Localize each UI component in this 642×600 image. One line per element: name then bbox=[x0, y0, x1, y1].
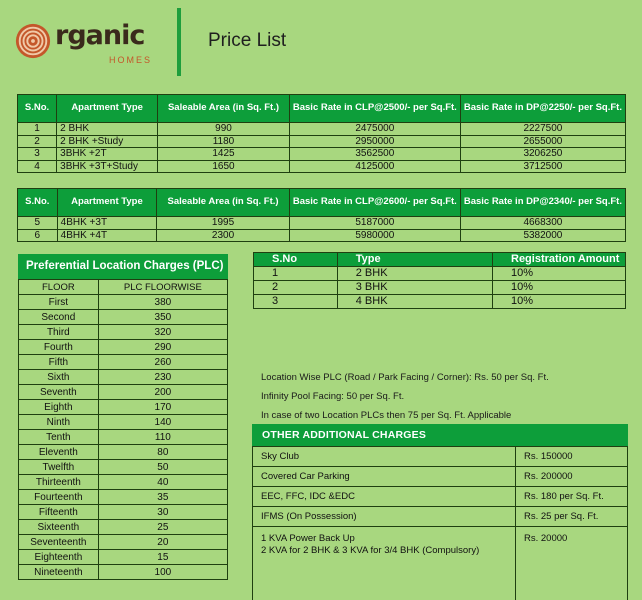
plc-value: 380 bbox=[98, 295, 227, 310]
other-charge-row bbox=[253, 527, 628, 600]
other-charge-label-line: IFMS (On Possession) bbox=[261, 510, 357, 522]
plc-floor: Fourteenth bbox=[19, 490, 99, 505]
price-table-2 bbox=[17, 188, 626, 242]
plc-floor: Fifth bbox=[19, 355, 99, 370]
registration-cell: 2 bbox=[254, 281, 338, 295]
plc-value: 80 bbox=[98, 445, 227, 460]
price-table-1-cell: 1650 bbox=[158, 160, 290, 173]
other-charge-label bbox=[253, 507, 516, 527]
page-title: Price List bbox=[208, 30, 287, 51]
registration-cell: 4 BHK bbox=[337, 295, 492, 309]
plc-floor: Seventeenth bbox=[19, 535, 99, 550]
other-charge-value: Rs. 20000 bbox=[516, 527, 628, 600]
plc-title: Preferential Location Charges (PLC) bbox=[18, 254, 228, 279]
registration-row bbox=[254, 281, 626, 295]
price-table-1-cell: 3562500 bbox=[289, 148, 460, 161]
other-charge-label-line: 2 KVA for 2 BHK & 3 KVA for 3/4 BHK (Compulsory) bbox=[261, 545, 480, 556]
other-charge-row bbox=[253, 467, 628, 487]
price-table-2-cell: 5382000 bbox=[460, 229, 625, 242]
plc-row bbox=[19, 430, 228, 445]
logo-subtitle: HOMES bbox=[109, 55, 153, 65]
price-table-1-cell: 1425 bbox=[158, 148, 290, 161]
plc-header-cell: PLC FLOORWISE bbox=[98, 280, 227, 295]
price-table-2-cell: 4BHK +4T bbox=[57, 229, 157, 242]
note-infinity-pool: Infinity Pool Facing: 50 per Sq. Ft. bbox=[261, 391, 405, 402]
price-table-1-cell: 990 bbox=[158, 123, 290, 136]
plc-value: 230 bbox=[98, 370, 227, 385]
registration-row bbox=[254, 295, 626, 309]
other-charge-value: Rs. 200000 bbox=[516, 467, 628, 487]
registration-cell: 10% bbox=[493, 281, 626, 295]
price-table-1-header-cell: Basic Rate in CLP@2500/- per Sq.Ft. bbox=[289, 95, 460, 123]
price-table-2-cell: 5980000 bbox=[289, 229, 460, 242]
price-table-1-cell: 4 bbox=[18, 160, 57, 173]
plc-row bbox=[19, 490, 228, 505]
price-table-2-cell: 1995 bbox=[157, 217, 290, 230]
other-charge-row bbox=[253, 447, 628, 467]
price-table-1-cell: 3 bbox=[18, 148, 57, 161]
price-table-1-cell: 4125000 bbox=[289, 160, 460, 173]
price-table-1-cell: 2 BHK +Study bbox=[57, 135, 158, 148]
other-charge-label-line: Covered Car Parking bbox=[261, 470, 350, 482]
other-charge-label-line: Sky Club bbox=[261, 450, 300, 462]
price-table-1-header-cell: Saleable Area (in Sq. Ft.) bbox=[158, 95, 290, 123]
price-table-2-row bbox=[18, 229, 626, 242]
registration-header-cell: Registration Amount bbox=[493, 253, 626, 267]
price-table-1-cell: 3BHK +3T+Study bbox=[57, 160, 158, 173]
plc-row bbox=[19, 370, 228, 385]
registration-cell: 1 bbox=[254, 267, 338, 281]
brand-logo bbox=[14, 20, 164, 68]
other-charge-label bbox=[253, 487, 516, 507]
registration-table-header bbox=[254, 253, 626, 267]
price-table-2-cell: 4668300 bbox=[460, 217, 625, 230]
plc-floor: Second bbox=[19, 310, 99, 325]
plc-floor: Sixth bbox=[19, 370, 99, 385]
registration-cell: 10% bbox=[493, 267, 626, 281]
plc-floor: Fourth bbox=[19, 340, 99, 355]
price-table-1-header-cell: Basic Rate in DP@2250/- per Sq.Ft. bbox=[460, 95, 625, 123]
plc-value: 40 bbox=[98, 475, 227, 490]
note-location-plc: Location Wise PLC (Road / Park Facing / Corner): Rs. 50 per Sq. Ft. bbox=[261, 372, 549, 383]
plc-row bbox=[19, 520, 228, 535]
plc-row bbox=[19, 505, 228, 520]
other-charge-value: Rs. 25 per Sq. Ft. bbox=[516, 507, 628, 527]
price-table-1-cell: 2950000 bbox=[289, 135, 460, 148]
other-charge-label-line: EEC, FFC, IDC &EDC bbox=[261, 490, 355, 502]
plc-header-cell: FLOOR bbox=[19, 280, 99, 295]
plc-value: 290 bbox=[98, 340, 227, 355]
price-table-1-row bbox=[18, 123, 626, 136]
registration-table bbox=[253, 252, 626, 309]
other-charge-label bbox=[253, 467, 516, 487]
note-two-plcs: In case of two Location PLCs then 75 per Sq. Ft. Applicable bbox=[261, 410, 512, 421]
plc-floor: First bbox=[19, 295, 99, 310]
other-charge-value: Rs. 150000 bbox=[516, 447, 628, 467]
price-table-1-cell: 3712500 bbox=[460, 160, 625, 173]
price-table-1-row bbox=[18, 148, 626, 161]
plc-row bbox=[19, 550, 228, 565]
price-table-1-header-cell: Apartment Type bbox=[57, 95, 158, 123]
other-charges-table bbox=[252, 446, 628, 600]
plc-row bbox=[19, 475, 228, 490]
plc-floor: Seventh bbox=[19, 385, 99, 400]
price-table-1-cell: 2655000 bbox=[460, 135, 625, 148]
registration-row bbox=[254, 267, 626, 281]
price-table-1-cell: 2 BHK bbox=[57, 123, 158, 136]
plc-value: 320 bbox=[98, 325, 227, 340]
plc-value: 110 bbox=[98, 430, 227, 445]
plc-floor: Ninth bbox=[19, 415, 99, 430]
price-table-2-cell: 6 bbox=[18, 229, 58, 242]
price-table-1-header bbox=[18, 95, 626, 123]
plc-row bbox=[19, 310, 228, 325]
plc-value: 140 bbox=[98, 415, 227, 430]
plc-value: 170 bbox=[98, 400, 227, 415]
other-charges-title: OTHER ADDITIONAL CHARGES bbox=[252, 424, 628, 446]
price-table-2-cell: 5187000 bbox=[289, 217, 460, 230]
plc-floor: Fifteenth bbox=[19, 505, 99, 520]
logo-wordmark: rganic bbox=[55, 20, 145, 51]
logo-ring-icon bbox=[14, 22, 52, 60]
plc-notes bbox=[261, 368, 549, 425]
price-table-1-header-cell: S.No. bbox=[18, 95, 57, 123]
price-table-2-header-cell: Basic Rate in DP@2340/- per Sq.Ft. bbox=[460, 189, 625, 217]
price-table-2-cell: 5 bbox=[18, 217, 58, 230]
plc-value: 15 bbox=[98, 550, 227, 565]
price-table-2-row bbox=[18, 217, 626, 230]
price-table-1-cell: 3BHK +2T bbox=[57, 148, 158, 161]
registration-cell: 3 bbox=[254, 295, 338, 309]
plc-value: 350 bbox=[98, 310, 227, 325]
plc-floor: Nineteenth bbox=[19, 565, 99, 580]
plc-row bbox=[19, 385, 228, 400]
other-charge-row bbox=[253, 487, 628, 507]
plc-value: 25 bbox=[98, 520, 227, 535]
registration-header-cell: Type bbox=[337, 253, 492, 267]
plc-row bbox=[19, 340, 228, 355]
plc-value: 30 bbox=[98, 505, 227, 520]
price-table-2-cell: 2300 bbox=[157, 229, 290, 242]
header-divider bbox=[177, 8, 181, 76]
price-table-1-cell: 2227500 bbox=[460, 123, 625, 136]
plc-row bbox=[19, 325, 228, 340]
other-charge-label-line: 1 KVA Power Back Up bbox=[261, 533, 355, 544]
price-table-2-header-cell: S.No. bbox=[18, 189, 58, 217]
price-table-2-header-cell: Apartment Type bbox=[57, 189, 157, 217]
plc-value: 20 bbox=[98, 535, 227, 550]
plc-row bbox=[19, 460, 228, 475]
plc-value: 200 bbox=[98, 385, 227, 400]
other-charge-row bbox=[253, 507, 628, 527]
plc-row bbox=[19, 565, 228, 580]
price-table-1-cell: 2 bbox=[18, 135, 57, 148]
plc-floor: Tenth bbox=[19, 430, 99, 445]
plc-value: 35 bbox=[98, 490, 227, 505]
other-charge-value: Rs. 180 per Sq. Ft. bbox=[516, 487, 628, 507]
price-table-1-row bbox=[18, 160, 626, 173]
plc-floor: Twelfth bbox=[19, 460, 99, 475]
other-charge-label bbox=[253, 527, 516, 600]
plc-value: 100 bbox=[98, 565, 227, 580]
plc-row bbox=[19, 535, 228, 550]
registration-header-cell: S.No bbox=[254, 253, 338, 267]
plc-row bbox=[19, 295, 228, 310]
plc-floor: Eighteenth bbox=[19, 550, 99, 565]
registration-cell: 2 BHK bbox=[337, 267, 492, 281]
registration-cell: 10% bbox=[493, 295, 626, 309]
price-table-1-row bbox=[18, 135, 626, 148]
price-table-1-cell: 1180 bbox=[158, 135, 290, 148]
price-table-1-cell: 2475000 bbox=[289, 123, 460, 136]
plc-table-header bbox=[19, 280, 228, 295]
plc-value: 260 bbox=[98, 355, 227, 370]
plc-value: 50 bbox=[98, 460, 227, 475]
price-table-1-cell: 1 bbox=[18, 123, 57, 136]
plc-floor: Eleventh bbox=[19, 445, 99, 460]
plc-table bbox=[18, 279, 228, 580]
plc-floor: Thirteenth bbox=[19, 475, 99, 490]
price-table-2-header-cell: Basic Rate in CLP@2600/- per Sq.Ft. bbox=[289, 189, 460, 217]
plc-floor: Eighth bbox=[19, 400, 99, 415]
plc-row bbox=[19, 415, 228, 430]
registration-cell: 3 BHK bbox=[337, 281, 492, 295]
price-table-2-cell: 4BHK +3T bbox=[57, 217, 157, 230]
price-table-1-cell: 3206250 bbox=[460, 148, 625, 161]
plc-floor: Sixteenth bbox=[19, 520, 99, 535]
plc-row bbox=[19, 400, 228, 415]
plc-row bbox=[19, 355, 228, 370]
price-table-2-header-cell: Saleable Area (in Sq. Ft.) bbox=[157, 189, 290, 217]
price-table-1 bbox=[17, 94, 626, 173]
plc-floor: Third bbox=[19, 325, 99, 340]
plc-row bbox=[19, 445, 228, 460]
price-table-2-header bbox=[18, 189, 626, 217]
other-charge-label bbox=[253, 447, 516, 467]
